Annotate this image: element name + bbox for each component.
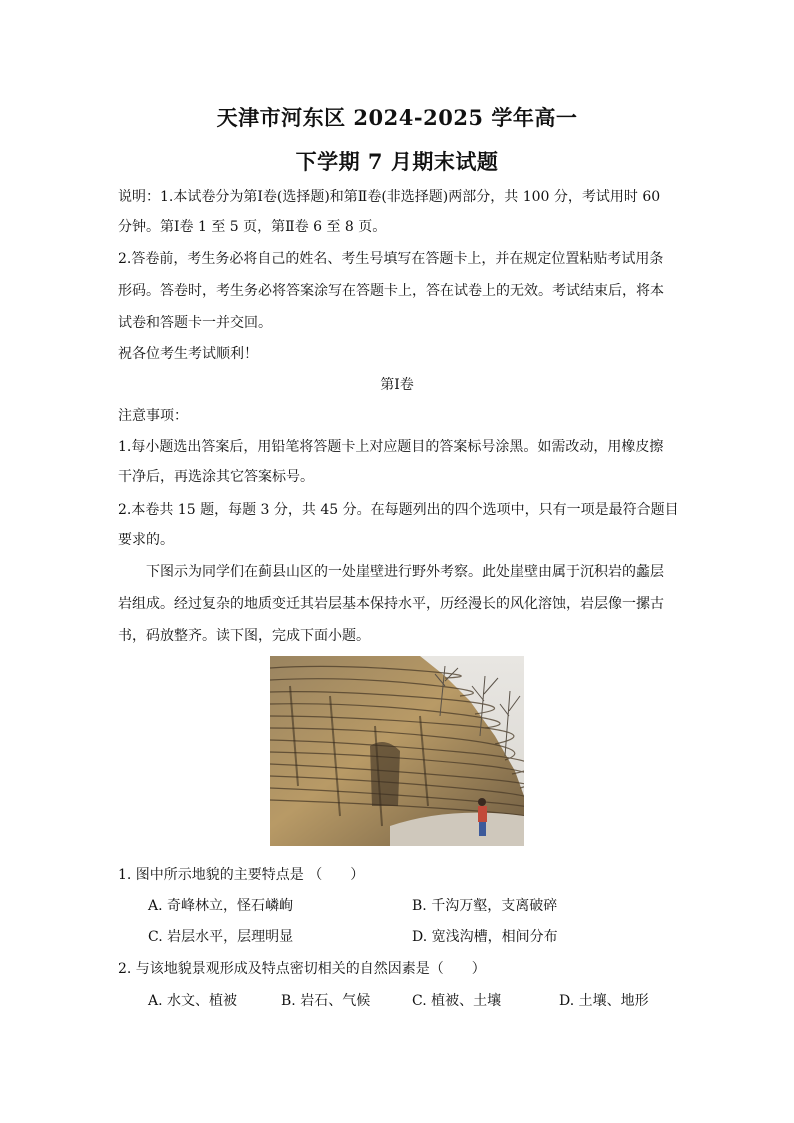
note-line: 干净后，再选涂其它答案标号。 (118, 469, 314, 485)
question-1-stem: 1. 图中所示地貌的主要特点是 （ ） (118, 867, 365, 883)
notes-heading: 注意事项： (118, 408, 188, 424)
q2-option-a: A. 水文、植被 (148, 993, 238, 1009)
cliff-photo (270, 656, 524, 846)
q2-option-b: B. 岩石、气候 (281, 993, 371, 1009)
instruction-line: 祝各位考生考试顺利！ (118, 346, 258, 362)
passage-line: 岩组成。经过复杂的地质变迁其岩层基本保持水平，历经漫长的风化溶蚀，岩层像一摞古 (118, 596, 664, 612)
q1-option-b: B. 千沟万壑，支离破碎 (412, 898, 558, 914)
q1-option-a: A. 奇峰林立，怪石嶙峋 (148, 898, 294, 914)
q1-option-d: D. 宽浅沟槽，相间分布 (412, 929, 558, 945)
instruction-line: 说明：1.本试卷分为第Ⅰ卷(选择题)和第Ⅱ卷(非选择题)两部分，共 100 分，考试用时 60 (118, 189, 661, 205)
passage-line: 书，码放整齐。读下图，完成下面小题。 (118, 628, 370, 644)
passage-line: 下图示为同学们在蓟县山区的一处崖壁进行野外考察。此处崖壁由属于沉积岩的蠡层 (146, 564, 664, 580)
instruction-line: 2.答卷前，考生务必将自己的姓名、考生号填写在答题卡上，并在规定位置粘贴考试用条 (118, 251, 664, 267)
note-line: 1.每小题选出答案后，用铅笔将答题卡上对应题目的答案标号涂黑。如需改动，用橡皮擦 (118, 439, 664, 455)
instruction-line: 试卷和答题卡一并交回。 (118, 315, 272, 331)
instruction-line: 形码。答卷时，考生务必将答案涂写在答题卡上，答在试卷上的无效。考试结束后，将本 (118, 283, 664, 299)
note-line: 2.本卷共 15 题，每题 3 分，共 45 分。在每题列出的四个选项中，只有一项是最符合题目 (118, 502, 679, 518)
exam-title-line1: 天津市河东区 2024-2025 学年高一 (216, 105, 578, 130)
q2-option-c: C. 植被、土壤 (412, 993, 502, 1009)
note-line: 要求的。 (118, 532, 174, 548)
question-2-stem: 2. 与该地貌景观形成及特点密切相关的自然因素是（ ） (118, 961, 486, 977)
q1-option-c: C. 岩层水平，层理明显 (148, 929, 294, 945)
q2-option-d: D. 土壤、地形 (559, 993, 649, 1009)
section-title: 第Ⅰ卷 (380, 377, 414, 393)
exam-title-line2: 下学期 7 月期末试题 (295, 149, 499, 174)
instruction-line: 分钟。第Ⅰ卷 1 至 5 页，第Ⅱ卷 6 至 8 页。 (118, 219, 387, 235)
